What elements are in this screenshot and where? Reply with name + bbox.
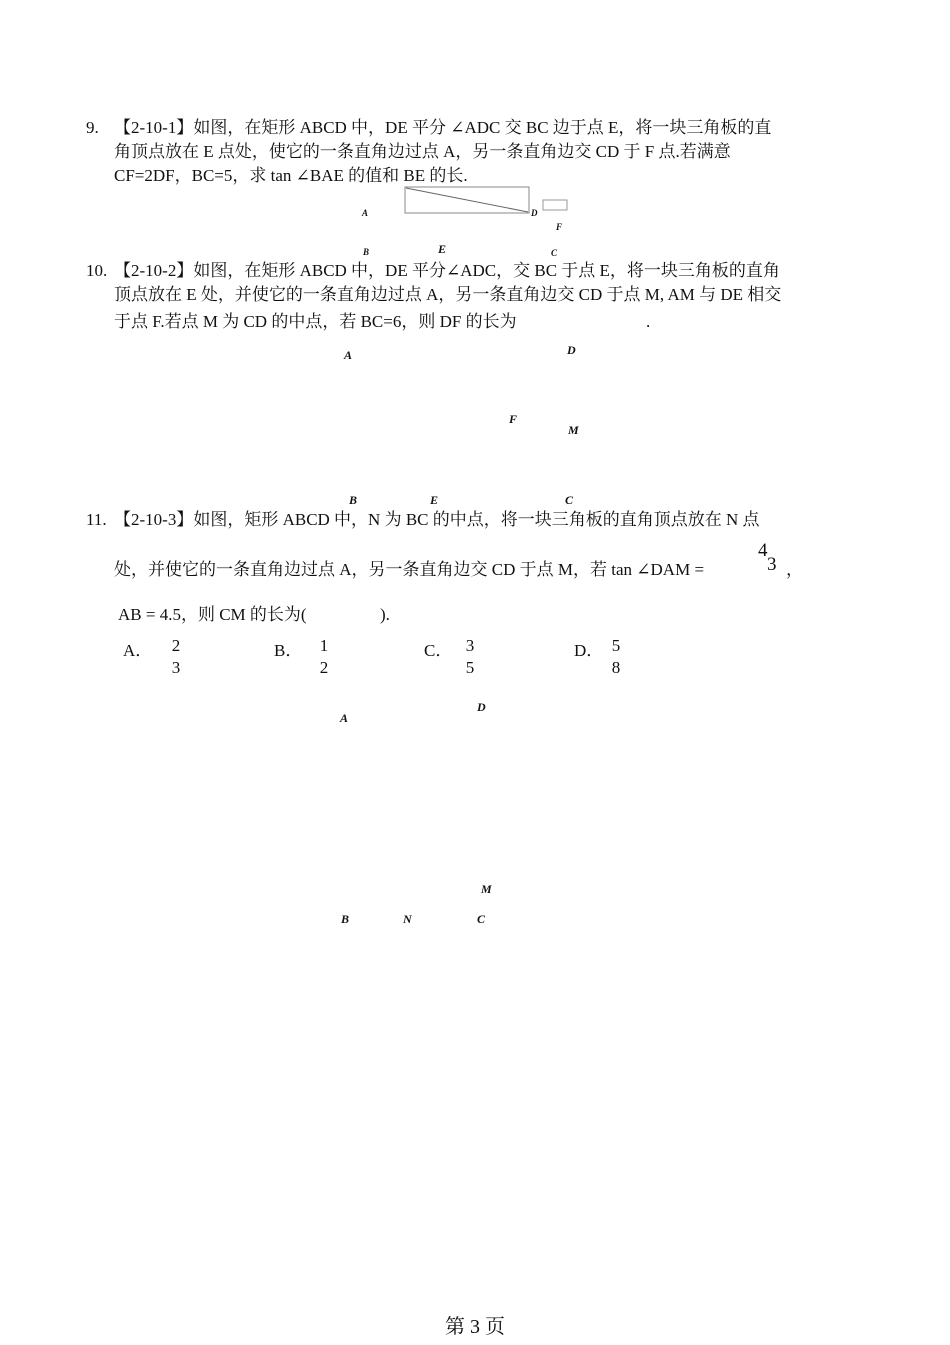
q11-option-a-den: 3 <box>171 658 181 677</box>
q11-line2-end: ， <box>786 560 803 579</box>
q9-line1: 【2-10-1】如图，在矩形 ABCD 中，DE 平分 ∠ADC 交 BC 边于点 E，将一块三角板的直 <box>114 118 772 137</box>
q11-option-d-letter: D． <box>574 641 604 660</box>
q11-line3-end: ). <box>380 605 390 624</box>
q11-label-d: D <box>477 700 486 714</box>
q10-label-f: F <box>509 412 518 426</box>
q11-option-c-letter: C． <box>424 641 453 660</box>
q9-label-f: F <box>556 222 563 232</box>
q11-option-d-den: 8 <box>611 658 621 677</box>
q11-label-m: M <box>481 882 492 896</box>
q9-label-e: E <box>438 242 447 256</box>
q11-label-n: N <box>403 912 412 926</box>
q11-label-b: B <box>341 912 350 926</box>
q11-line1: 【2-10-3】如图，矩形 ABCD 中，N 为 BC 的中点，将一块三角板的直角顶点放在 N 点 <box>114 510 760 529</box>
q9-label-c: C <box>551 248 558 258</box>
q9-figure-fragment <box>404 186 570 216</box>
q10-label-m: M <box>568 423 579 437</box>
q11-label-c: C <box>477 912 486 926</box>
q9-line2: 角顶点放在 E 点处，使它的一条直角边过点 A，另一条直角边交 CD 于 F 点.若满意 <box>114 142 731 161</box>
q11-option-c-fraction <box>462 635 478 679</box>
q10-label-a: A <box>344 348 353 362</box>
q10-label-b: B <box>349 493 358 507</box>
q9-label-b: B <box>363 247 370 257</box>
q11-number: 11. <box>86 510 107 529</box>
q11-line2: 处，并使它的一条直角边过点 A，另一条直角边交 CD 于点 M，若 tan ∠DAM = <box>114 560 705 579</box>
q11-option-c-den: 5 <box>465 658 475 677</box>
q10-line3-end: . <box>646 312 651 331</box>
q10-label-d: D <box>567 343 576 357</box>
q10-number: 10. <box>86 261 108 280</box>
q11-option-d-fraction <box>608 635 624 679</box>
q11-line3: AB = 4.5，则 CM 的长为( <box>118 605 307 624</box>
q10-line2: 顶点放在 E 处，并使它的一条直角边过点 A，另一条直角边交 CD 于点 M, AM 与 DE 相交 <box>114 285 782 304</box>
q11-option-b-den: 2 <box>319 658 329 677</box>
q11-tan-numerator: 4 <box>758 540 768 561</box>
q11-option-a-num: 2 <box>171 636 181 655</box>
q9-number: 9. <box>86 118 99 137</box>
q11-tan-denominator: 3 <box>767 554 777 575</box>
q11-option-b-num: 1 <box>319 636 329 655</box>
q11-option-a-letter: A． <box>123 641 153 660</box>
q10-line1: 【2-10-2】如图，在矩形 ABCD 中，DE 平分∠ADC，交 BC 于点 E，将一块三角板的直角 <box>114 261 780 280</box>
q11-option-a-fraction <box>168 635 184 679</box>
q9-label-a: A <box>362 208 369 218</box>
q11-option-b-letter: B． <box>274 641 303 660</box>
q10-line3: 于点 F.若点 M 为 CD 的中点，若 BC=6，则 DF 的长为 <box>114 312 517 331</box>
page-number: 第 3 页 <box>445 1316 505 1338</box>
q11-option-d-num: 5 <box>611 636 621 655</box>
q9-label-d: D <box>531 208 538 218</box>
q11-label-a: A <box>340 711 349 725</box>
q11-option-c-num: 3 <box>465 636 475 655</box>
q10-label-c: C <box>565 493 574 507</box>
q11-option-b-fraction <box>316 635 332 679</box>
q10-label-e: E <box>430 493 439 507</box>
q9-line3: CF=2DF，BC=5，求 tan ∠BAE 的值和 BE 的长. <box>114 166 468 185</box>
